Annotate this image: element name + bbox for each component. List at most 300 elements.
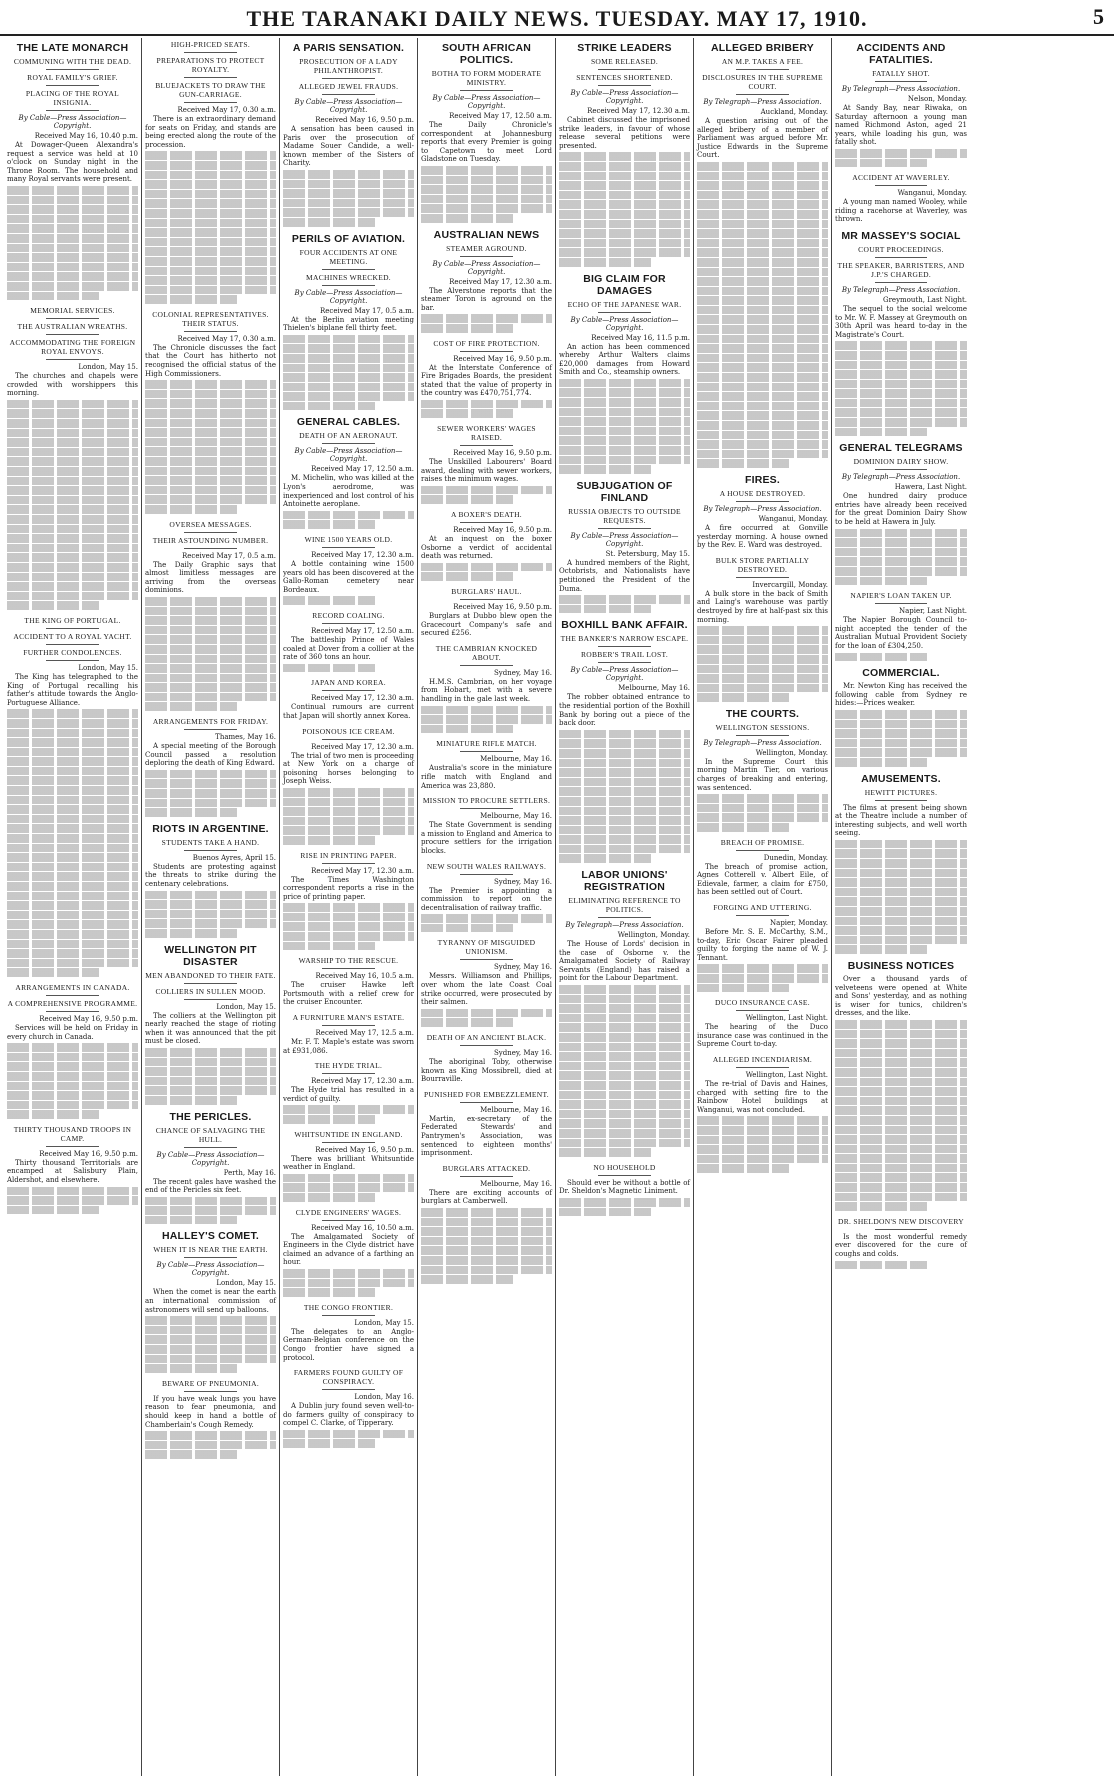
- article-body: The Amalgamated Society of Engineers in the Clyde district have claimed an advance of a farthing an hour.: [283, 1232, 414, 1267]
- text-line: [145, 1197, 276, 1206]
- text-line: [145, 770, 276, 779]
- rule-divider: [46, 69, 98, 70]
- text-line: [7, 719, 138, 728]
- article-body: There are exciting accounts of burglars at Camberwell.: [421, 1188, 552, 1206]
- text-line: [283, 826, 414, 835]
- text-line: [559, 220, 690, 229]
- text-line: [421, 1266, 552, 1275]
- text-line: [559, 1004, 690, 1013]
- text-line: [835, 149, 967, 158]
- text-line: [421, 1237, 552, 1246]
- text-line: [145, 199, 276, 208]
- text-line: [835, 361, 967, 370]
- article-headline: PERILS OF AVIATION.: [291, 232, 406, 245]
- text-line: [7, 796, 138, 805]
- article-body: The re-trial of Davis and Haines, charged with setting fire to the Rainbow Hotel buildings at Wanganui, was not concluded.: [697, 1079, 828, 1114]
- article-credit: By Cable—Press Association—Copyright.: [432, 94, 541, 110]
- text-line: [7, 505, 138, 514]
- article: [421, 229, 552, 333]
- text-line: [145, 390, 276, 399]
- rule-divider: [736, 735, 788, 736]
- text-line: [421, 195, 552, 204]
- article: [697, 1055, 828, 1173]
- article-dateline: Melbourne, May 16.: [618, 684, 690, 693]
- article-body: If you have weak lungs you have reason to fear pneumonia, and should keep in hand a bottle of Chamberlain's Cough Remedy.: [145, 1394, 276, 1429]
- text-line: [283, 913, 414, 922]
- text-line: [7, 409, 138, 418]
- text-line: [835, 653, 927, 662]
- article-body: The Alverstone reports that the steamer Toron is aground on the bar.: [421, 286, 552, 312]
- text-line: [7, 515, 138, 524]
- article-subhead: MEN ABANDONED TO THEIR FATE.: [145, 970, 276, 980]
- article-dateline: Received May 16, 9.50 p.m.: [453, 449, 552, 458]
- article-subhead: PROSECUTION OF A LADY PHILANTHROPIST.: [299, 57, 398, 75]
- article: [145, 310, 276, 514]
- text-line: [697, 1136, 828, 1145]
- text-line: [421, 572, 513, 581]
- text-line: [7, 1082, 138, 1091]
- article-subhead: HIGH-PRICED SEATS.: [170, 40, 251, 49]
- text-line: [697, 1145, 828, 1154]
- text-line: [7, 486, 138, 495]
- text-line: [697, 229, 828, 238]
- article-headline: BOXHILL BANK AFFAIR.: [561, 619, 688, 632]
- rule-divider: [322, 739, 374, 740]
- text-line: [559, 1043, 690, 1052]
- article: [145, 520, 276, 712]
- article-dateline: Received May 17, 12.50 a.m.: [311, 465, 414, 474]
- text-line: [559, 1198, 690, 1207]
- text-line: [559, 200, 690, 209]
- article-body: There was brilliant Whitsuntide weather in England.: [283, 1154, 414, 1172]
- rule-divider: [184, 999, 236, 1000]
- article: [559, 480, 690, 614]
- article-dateline: Received May 16, 9.50 p.m.: [39, 1149, 138, 1158]
- text-line: [559, 797, 690, 806]
- text-line: [421, 1009, 552, 1018]
- text-line: [559, 768, 690, 777]
- rule-divider: [598, 662, 650, 663]
- article: [283, 233, 414, 411]
- text-line: [559, 835, 690, 844]
- article-body: The aboriginal Toby, otherwise known as King Mossibrell, died at Bourraville.: [421, 1058, 552, 1084]
- text-line: [697, 210, 828, 219]
- article-subhead: SOME RELEASED.: [590, 57, 659, 66]
- rule-divider: [184, 1391, 236, 1392]
- article-headline: FIRES.: [744, 473, 781, 486]
- article-body: A young man named Wooley, while riding a racehorse at Waverley, was thrown.: [835, 198, 967, 224]
- rule-divider: [598, 312, 650, 313]
- text-line: [835, 1135, 967, 1144]
- article-subhead: COMMUNING WITH THE DEAD.: [13, 57, 132, 66]
- text-line: [835, 1183, 967, 1192]
- text-line: [835, 720, 967, 729]
- article-dateline: Received May 17, 12.30 a.m.: [311, 551, 414, 560]
- text-line: [283, 335, 414, 344]
- article-headline: THE PERICLES.: [169, 1110, 252, 1123]
- rule-divider: [322, 443, 374, 444]
- article: [421, 424, 552, 504]
- article: [421, 1090, 552, 1158]
- article: [283, 416, 414, 529]
- article-body: The robber obtained entrance to the residential portion of the Boxhill Bank by boring out a piece of the back door.: [559, 693, 690, 728]
- article-dateline: Napier, Monday.: [770, 919, 828, 927]
- article-body: At the Interstate Conference of Fire Brigades Boards, the president stated that the value of property in the country was £470,751,774.: [421, 363, 552, 398]
- article-body: Students are protesting against the threats to strike during the centenary celebrations.: [145, 862, 276, 888]
- column-1: [4, 38, 142, 1776]
- text-line: [559, 465, 651, 474]
- article-credit: By Telegraph—Press Association.: [841, 85, 961, 93]
- text-line: [145, 1216, 237, 1225]
- article-subhead: A COMPREHENSIVE PROGRAMME.: [7, 998, 138, 1008]
- text-line: [283, 1174, 414, 1183]
- article-subhead: ACCOMMODATING THE FOREIGN ROYAL ENVOYS.: [9, 338, 136, 357]
- article-subhead: THE SPEAKER, BARRISTERS, AND J.P.'S CHARGED.: [837, 260, 965, 279]
- text-line: [559, 1033, 690, 1042]
- text-line: [697, 804, 828, 813]
- rule-divider: [736, 915, 788, 916]
- text-line: [145, 1326, 276, 1335]
- article-subhead: WELLINGTON SESSIONS.: [715, 722, 810, 732]
- article-credit: By Cable—Press Association—Copyright.: [294, 447, 403, 464]
- article-subhead: THE CAMBRIAN KNOCKED ABOUT.: [435, 643, 538, 662]
- text-line: [7, 949, 138, 958]
- article-dateline: London, May 15.: [216, 1002, 276, 1011]
- article-headline: AMUSEMENTS.: [861, 772, 941, 785]
- article: [7, 1125, 138, 1215]
- article-body: The battleship Prince of Wales coaled at Dover from a collier at the rate of 360 tons an hour.: [283, 636, 414, 662]
- article-body: Australia's score in the miniature rifle match with England and America was 23,880.: [421, 764, 552, 790]
- article-body: The Daily Graphic says that almost limitless messages are arriving from the overseas dominions.: [145, 560, 276, 595]
- article: [145, 1111, 276, 1225]
- text-line: [145, 789, 276, 798]
- article-body: The hearing of the Duco insurance case was continued in the Supreme Court to-day.: [697, 1023, 828, 1049]
- article-body: The churches and chapels were crowded with worshippers this morning.: [7, 372, 138, 398]
- text-line: [697, 984, 789, 993]
- text-line: [7, 563, 138, 572]
- article-body: Continual rumours are current that Japan will shortly annex Korea.: [283, 703, 414, 720]
- article-credit: By Cable—Press Association—Copyright.: [570, 89, 679, 105]
- text-line: [697, 421, 828, 430]
- article-body: The House of Lords' decision in the case of Osborne v. the Amalgamated Society of Railway Servants (England) has raised a point for the Labour Department.: [559, 940, 690, 983]
- text-line: [283, 807, 414, 816]
- article-subhead: DEATH OF AN ANCIENT BLACK.: [426, 1033, 547, 1043]
- article-headline: A PARIS SENSATION.: [292, 42, 405, 54]
- article-subhead: THE BANKER'S NARROW ESCAPE.: [560, 634, 689, 644]
- text-line: [559, 427, 690, 436]
- text-line: [835, 936, 967, 945]
- rule-divider: [184, 52, 236, 53]
- text-line: [7, 234, 138, 243]
- rule-divider: [460, 1045, 512, 1046]
- column-4: [418, 38, 556, 1776]
- article-headline: SOUTH AFRICAN POLITICS.: [441, 42, 532, 66]
- text-line: [145, 1086, 276, 1095]
- article-dateline: London, May 15.: [354, 1318, 414, 1327]
- article: [283, 1303, 414, 1362]
- rule-divider: [322, 1142, 374, 1143]
- article-subhead: PREPARATIONS TO PROTECT ROYALTY.: [156, 56, 265, 74]
- page-number: 5: [1093, 4, 1104, 29]
- article-subhead: NEW SOUTH WALES RAILWAYS.: [426, 861, 547, 871]
- text-line: [283, 1279, 414, 1288]
- text-line: [835, 1097, 967, 1106]
- text-line: [7, 205, 138, 214]
- text-line: [835, 529, 967, 538]
- article-dateline: St. Petersburg, May 15.: [605, 549, 690, 558]
- text-line: [835, 945, 927, 954]
- article: [697, 903, 828, 992]
- text-line: [559, 1091, 690, 1100]
- article: [835, 442, 967, 585]
- article-credit: By Cable—Press Association—Copyright.: [432, 259, 541, 276]
- article-body: A fire occurred at Gonville yesterday morning. A house owned by the Rev. E. Ward was destroyed.: [697, 523, 828, 550]
- article-headline: THE LATE MONARCH: [16, 42, 129, 54]
- article-dateline: Received May 16, 10.5 a.m.: [315, 972, 414, 981]
- text-line: [559, 1139, 690, 1148]
- text-line: [7, 920, 138, 929]
- article: [421, 510, 552, 581]
- article-body: The Times Washington correspondent reports a rise in the price of printing paper.: [283, 875, 414, 901]
- text-line: [421, 214, 513, 223]
- article-body: When the comet is near the earth an international commission of astronomers will send up balloons.: [145, 1288, 276, 1314]
- article-dateline: Received May 16, 10.50 a.m.: [311, 1223, 414, 1232]
- article-body: The Chronicle discusses the fact that the Court has hitherto not recognised the official status of the High Commissioners.: [145, 343, 276, 378]
- text-line: [7, 601, 99, 610]
- text-line: [697, 1126, 828, 1135]
- rule-divider: [875, 282, 928, 283]
- text-line: [145, 228, 276, 237]
- text-line: [697, 363, 828, 372]
- text-line: [145, 1355, 276, 1364]
- article: [421, 1164, 552, 1284]
- rule-divider: [322, 1025, 374, 1026]
- text-line: [145, 161, 276, 170]
- article-subhead: SEWER WORKERS' WAGES RAISED.: [437, 424, 536, 443]
- text-line: [283, 208, 414, 217]
- text-line: [145, 286, 276, 295]
- article-headline: COMMERCIAL.: [862, 667, 940, 680]
- article: [421, 739, 552, 790]
- article: [697, 838, 828, 897]
- article-body: The films at present being shown at the Theatre include a number of interesting subjects, and well worth seeing.: [835, 803, 967, 838]
- text-line: [7, 224, 138, 233]
- text-line: [421, 715, 552, 724]
- text-line: [835, 408, 967, 417]
- article-subhead: BURGLARS ATTACKED.: [442, 1163, 531, 1173]
- text-line: [7, 244, 138, 253]
- rule-divider: [460, 256, 512, 257]
- article-subhead: POISONOUS ICE CREAM.: [302, 726, 395, 736]
- column-3: [280, 38, 418, 1776]
- article-body: In the Supreme Court this morning Martin Tier, on various charges of breaking and entering, was sentenced.: [697, 757, 828, 792]
- text-line: [835, 159, 927, 168]
- text-line: [697, 162, 828, 171]
- article-headline: SUBJUGATION OF FINLAND: [576, 479, 673, 504]
- rule-divider: [46, 1146, 98, 1147]
- article-dateline: Wellington, Last Night.: [745, 1070, 828, 1079]
- text-line: [835, 557, 967, 566]
- text-line: [7, 815, 138, 824]
- article-subhead: ALLEGED JEWEL FRAUDS.: [298, 82, 399, 91]
- text-line: [697, 181, 828, 190]
- article-headline: ACCIDENTS AND FATALITIES.: [856, 42, 946, 66]
- rule-divider: [875, 185, 928, 186]
- article-subhead: ALLEGED INCENDIARISM.: [712, 1054, 813, 1064]
- text-line: [835, 1116, 967, 1125]
- text-line: [7, 477, 138, 486]
- text-line: [697, 392, 828, 401]
- text-line: [697, 402, 828, 411]
- text-line: [835, 758, 927, 767]
- article-subhead: DISCLOSURES IN THE SUPREME COURT.: [702, 73, 823, 91]
- article-subhead: AN M.P. TAKES A FEE.: [721, 57, 804, 66]
- text-line: [559, 1023, 690, 1032]
- article-headline: STRIKE LEADERS: [577, 42, 672, 54]
- text-line: [421, 1246, 552, 1255]
- text-line: [7, 263, 138, 272]
- article-subhead: JAPAN AND KOREA.: [311, 678, 386, 688]
- rule-divider: [46, 660, 98, 661]
- article-headline: HALLEY'S COMET.: [161, 1230, 260, 1243]
- text-line: [7, 496, 138, 505]
- text-line: [697, 325, 828, 334]
- text-line: [697, 974, 828, 983]
- article-body: Cabinet discussed the imprisoned strike leaders, in favour of whose release several petitions were presented.: [559, 116, 690, 150]
- article-dateline: Received May 17, 12.5 a.m.: [315, 1029, 414, 1038]
- text-line: [7, 272, 138, 281]
- text-line: [421, 204, 552, 213]
- text-line: [835, 917, 967, 926]
- text-line: [7, 748, 138, 757]
- text-line: [145, 486, 276, 495]
- text-line: [835, 418, 967, 427]
- article: [697, 556, 828, 702]
- article-subhead: SENTENCES SHORTENED.: [576, 73, 673, 82]
- article-dateline: Dunedin, Monday.: [763, 853, 828, 862]
- article-credit: By Telegraph—Press Association.: [841, 285, 961, 294]
- text-line: [697, 287, 828, 296]
- text-line: [145, 209, 276, 218]
- article-credit: By Cable—Press Association—Copyright.: [570, 315, 679, 332]
- rule-divider: [46, 85, 98, 86]
- article-subhead: MINIATURE RIFLE MATCH.: [436, 739, 537, 749]
- rule-divider: [184, 983, 236, 984]
- text-line: [421, 314, 552, 323]
- article-subhead: DEATH OF AN AERONAUT.: [299, 431, 398, 441]
- text-line: [7, 292, 99, 301]
- text-line: [283, 798, 414, 807]
- text-line: [7, 553, 138, 562]
- article-dateline: Sydney, May 16.: [493, 1049, 552, 1058]
- text-line: [145, 799, 276, 808]
- article: [559, 869, 690, 1157]
- text-line: [835, 567, 967, 576]
- article-dateline: Wanganui, Monday.: [758, 514, 828, 523]
- rule-divider: [184, 331, 236, 332]
- text-line: [697, 1164, 789, 1173]
- text-line: [697, 813, 828, 822]
- article-dateline: Received May 17, 0.30 a.m.: [177, 334, 276, 343]
- article-body: The colliers at the Wellington pit nearly reached the stage of rioting when it was announced that the pit must be closed.: [145, 1011, 276, 1046]
- article-body: Thirty thousand Territorials are encamped at Salisbury Plain, Aldershot, and elsewhere.: [7, 1158, 138, 1185]
- text-line: [421, 924, 513, 933]
- text-line: [145, 447, 276, 456]
- text-line: [835, 1202, 927, 1211]
- rule-divider: [460, 751, 512, 752]
- text-line: [7, 1091, 138, 1100]
- text-line: [7, 1110, 99, 1119]
- text-line: [421, 1256, 552, 1265]
- rule-divider: [46, 318, 98, 319]
- rule-divider: [322, 285, 374, 286]
- article-dateline: Melbourne, May 16.: [480, 812, 552, 821]
- rule-divider: [184, 102, 236, 103]
- article-subhead: RECORD COALING.: [312, 611, 385, 620]
- article-dateline: Wellington, Monday.: [755, 748, 828, 757]
- text-line: [697, 258, 828, 267]
- text-line: [7, 911, 138, 920]
- article-body: Services will be held on Friday in every church in Canada.: [7, 1023, 138, 1041]
- text-line: [145, 693, 276, 702]
- text-line: [835, 351, 967, 360]
- article-subhead: WHEN IT IS NEAR THE EARTH.: [153, 1245, 268, 1255]
- article-body: The breach of promise action, Agnes Cotterell v. Albert Eile, of Edievale, farmer, a claim for £750, has been settled out of Court.: [697, 862, 828, 897]
- text-line: [421, 706, 552, 715]
- article-subhead: WINE 1500 YEARS OLD.: [304, 535, 393, 545]
- rule-divider: [46, 628, 98, 629]
- rule-divider: [322, 547, 374, 548]
- article: [283, 1368, 414, 1448]
- article: [835, 1217, 967, 1269]
- text-line: [421, 1227, 552, 1236]
- text-line: [697, 1116, 828, 1125]
- article: [421, 862, 552, 933]
- article-dateline: Received May 17, 0.5 a.m.: [319, 306, 414, 315]
- article-headline: BUSINESS NOTICES: [847, 960, 955, 972]
- article: [835, 960, 967, 1211]
- article-subhead: FARMERS FOUND GUILTY OF CONSPIRACY.: [293, 1368, 404, 1387]
- article-subhead: TYRANNY OF MISGUIDED UNIONISM.: [437, 938, 536, 957]
- text-line: [559, 778, 690, 787]
- rule-divider: [322, 623, 374, 624]
- text-line: [559, 739, 690, 748]
- rule-divider: [322, 1315, 374, 1316]
- newspaper-columns: [4, 38, 1110, 1776]
- article: [283, 727, 414, 845]
- text-line: [7, 448, 138, 457]
- text-line: [559, 807, 690, 816]
- article-body: The sequel to the social welcome to Mr. W. F. Massey at Greymouth on 30th April was heard to-day in the Magistrate's Court.: [835, 304, 967, 339]
- text-line: [7, 853, 138, 862]
- rule-divider: [460, 1102, 512, 1103]
- article: [145, 1379, 276, 1459]
- text-line: [145, 190, 276, 199]
- article-body: M. Michelin, who was killed at the Lyon's aerodrome, was inexperienced and lost control of his Antoinette aeroplane.: [283, 474, 414, 509]
- article-headline: RIOTS IN ARGENTINE.: [152, 822, 269, 835]
- text-line: [835, 1261, 927, 1270]
- text-line: [145, 891, 276, 900]
- text-line: [145, 505, 237, 514]
- text-line: [835, 1068, 967, 1077]
- text-line: [421, 185, 552, 194]
- article-subhead: THEIR ASTOUNDING NUMBER.: [152, 535, 269, 545]
- text-line: [559, 605, 651, 614]
- text-line: [7, 930, 138, 939]
- article-dateline: Invercargill, Monday.: [752, 580, 828, 589]
- text-line: [697, 655, 828, 664]
- article: [835, 667, 967, 766]
